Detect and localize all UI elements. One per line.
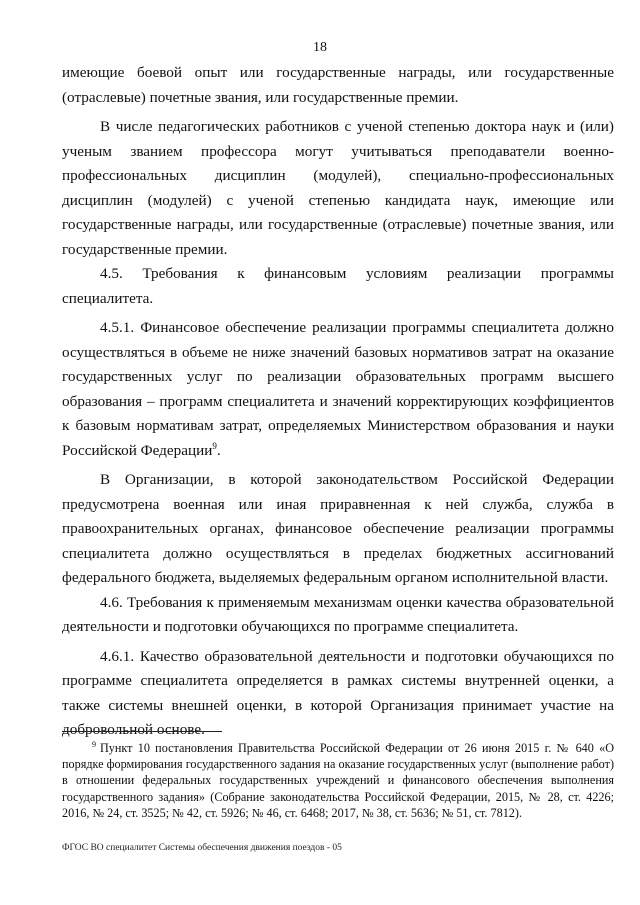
paragraph-military-organization: В Организации, в которой законодательством Российской Федерации предусмотрена военная или иная приравненная к ней служба, служба в правоохранительных органах, финансовое обеспечение реализации программы специалитета должно осуществляться в пределах бюджетных ассигнований федерального бюджета, выделяемых федеральным органом исполнительной власти. [62,471,614,586]
footnote-reference: 9 [212,440,217,451]
page-footer: ФГОС ВО специалитет Системы обеспечения движения поездов - 05 [62,843,342,853]
paragraph-4-6-1: 4.6.1. Качество образовательной деятельности и подготовки обучающихся по программе специалитета определяется в рамках системы внутренней оценки, а также системы внешней оценки, в которой Организация принимает участие на добровольной основе. [62,647,614,738]
footnote-divider [62,731,222,732]
page-number: 18 [313,40,327,55]
paragraph-teachers-degree: В числе педагогических работников с ученой степенью доктора наук и (или) ученым званием профессора могут учитываться преподаватели военно-профессиональных дисциплин (модулей), специально-профессиональных дисциплин (модулей) с ученой степенью кандидата наук, имеющие или государственные награды, или государственные (отраслевые) почетные звания, или государственные премии. [62,118,614,258]
paragraph-4-5-1-tail: . [216,441,221,459]
footnote-text: Пункт 10 постановления Правительства Российской Федерации от 26 июня 2015 г. № 640 «О порядке формирования государственного задания на оказание государственных услуг (выполнение работ) в отношении федеральных государственных учреждений и финансового обеспечения выполнения государственного задания» (Собрание законодательства Российской Федерации, 2015, № 28, ст. 4226; 2016, № 24, ст. 3525; № 42, ст. 5926; № 46, ст. 6468; 2017, № 38, ст. 5636; № 51, ст. 7812). [62,741,614,820]
section-4-6-heading: 4.6. Требования к применяемым механизмам оценки качества образовательной деятельности и подготовки обучающихся по программе специалитета. [62,593,614,635]
footnote-mark: 9 [92,739,96,749]
footnote [62,740,614,821]
section-4-5-heading: 4.5. Требования к финансовым условиям реализации программы специалитета. [62,265,614,307]
paragraph-4-5-1-text: 4.5.1. Финансовое обеспечение реализации программы специалитета должно осуществляться в объеме не ниже значений базовых нормативов затрат на оказание государственных услуг по реализации образовательных программ высшего образования – программ специалитета и значений корректирующих коэффициентов к базовым нормативам затрат, определяемых Министерством образования и науки Российской Федерации [62,319,614,459]
paragraph-4-5-1 [62,316,614,463]
paragraph-continuation: имеющие боевой опыт или государственные награды, или государственные (отраслевые) почетные звания, или государственные премии. [62,64,614,106]
body-text [62,61,614,743]
